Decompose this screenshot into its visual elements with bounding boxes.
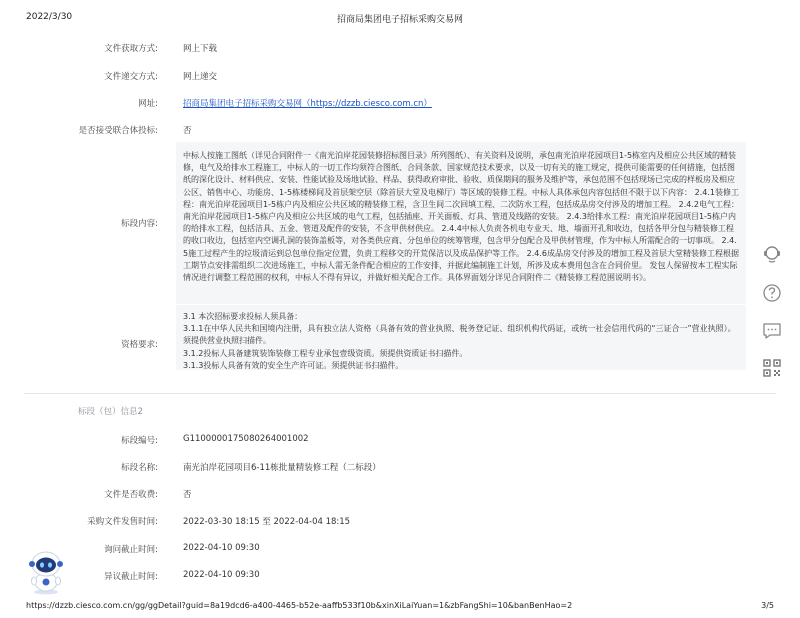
field-value: 2022-04-10 09:30: [183, 570, 260, 580]
field-label: 文件递交方式:: [104, 72, 158, 82]
field-value: 否: [183, 126, 192, 136]
field-value: 否: [183, 490, 192, 500]
field-label: 是否接受联合体投标:: [78, 126, 158, 136]
field-value: 网上递交: [183, 72, 218, 82]
field-label: 询问截止时间:: [104, 545, 158, 555]
customer-service-icon[interactable]: [760, 242, 784, 266]
field-label: 采购文件发售时间:: [87, 517, 158, 527]
print-page-title: 招商局集团电子招标采购交易网: [336, 15, 463, 25]
website-link[interactable]: 招商局集团电子招标采购交易网（https://dzzb.ciesco.com.cn）: [183, 99, 432, 109]
print-page-number: 3/5: [761, 601, 774, 610]
field-label: 文件是否收费:: [104, 490, 158, 500]
field-value: [183, 97, 743, 109]
field-label: 文件获取方式:: [104, 44, 158, 54]
section-divider: [24, 393, 776, 394]
message-icon[interactable]: [760, 319, 784, 343]
field-value: 2022-04-10 09:30: [183, 543, 260, 553]
field-value: G1100000175080264001002: [183, 434, 309, 444]
qualification-line: 3.1 本次招标要求投标人须具备：: [183, 312, 303, 321]
section-title: 标段（包）信息2: [78, 407, 143, 417]
field-value: 2022-03-30 18:15 至 2022-04-04 18:15: [183, 517, 351, 527]
qualification-line: 3.1.2投标人具备建筑装饰装修工程专业承包壹级资质。须提供资质证书扫描件。: [183, 348, 468, 358]
print-url: https://dzzb.ciesco.com.cn/gg/ggDetail?guid=8a19dcd6-a400-4465-b52e-aaffb533f10b&xinXiLaiYuan=1&zbFangShi=10&banBenHao=2: [26, 601, 573, 610]
field-label: 标段内容:: [121, 219, 158, 229]
field-value: 网上下载: [183, 44, 218, 54]
field-value: 南光泊岸花园项目6-11栋批量精装修工程（二标段）: [183, 463, 381, 473]
print-date: 2022/3/30: [26, 12, 73, 22]
qualification-line: 3.1.1在中华人民共和国境内注册，具有独立法人资格（具备有效的营业执照、税务登记证、组织机构代码证，或统一社会信用代码的“三证合一”营业执照）。须提供营业执照扫描件。: [183, 324, 736, 346]
help-icon[interactable]: [760, 281, 784, 305]
bid-content-text: 中标人按施工图纸（详见合同附件一《南光泊岸花园装修招标图目录》所列图纸）、有关资料及说明，承包南光泊岸花园项目1-5栋室内及相应公共区域的精装修，电气及给排水工程施工，中标人的一切工作均须符合图纸、合同条款、国家规范技术要求，以及一切有关的施工规定，提供可能需要的任何措施，包括图纸的深化设计、材料供应、安装、性能试验及场地试验、样品、获得政府审批、验收、质保期间的服务及维护等，承包范围不包括现场已完成的样板房及相应公区、销售中心、功能房、1-5栋楼梯间及首层架空层（除首层大堂及电梯厅）等区域的装修工程。中标人具体承包内容包括但不限于以下内容： 2.4.1装修工程：南光泊岸花园项目1-5栋户内及相应公共区域的精装修工程，含卫生间二次回填工程、二次防水工程，包括成品房交付涉及的增加工程。 2.4.2电气工程：南光泊岸花园项目1-5栋户内及相应公共区域的电气工程，包括插座、开关面板、灯具、管道及线路的安装。 2.4.3给排水工程：南光泊岸花园项目1-5栋户内的给排水工程，包括洁具、五金、管道及配件的安装，不含甲供材供应。 2.4.4中标人负责各机电专业天、地、墙面开孔和收边，包括各甲分包与精装修工程的收口收边，包括室内空调孔洞的装饰盖板等，对各类供应商、分包单位的统筹管理，包含甲分包配合及甲供材管理，作为中标人所需配合的一切事项。 2.4.5施工过程产生的垃圾清运到总包单位指定位置，负责工程移交的开荒保洁以及成品保护等工作。 2.4.6成品房交付涉及的增加工程及首层大堂精装修工程根据工期节点安排需组织二次进场施工，中标人需无条件配合相应的工作安排，并据此编制施工计划，所涉及成本费用包含在合同价里。 发包人保留按本工程实际情况进行调整工程范围的权利，中标人不得有异议，并做好相关配合工作。具体界面划分详见合同附件二《精装修工程范围说明书》。: [183, 151, 739, 283]
field-label: 网址:: [138, 99, 158, 109]
qualification-line: 3.1.3投标人具备有效的安全生产许可证。须提供证书扫描件。: [183, 360, 404, 369]
field-label: 资格要求:: [121, 340, 158, 350]
field-label: 标段名称:: [121, 463, 158, 473]
detail-content: [0, 32, 800, 587]
field-label: 标段编号:: [121, 436, 158, 446]
qualification-text: [183, 311, 739, 369]
field-label: 异议截止时间:: [104, 572, 158, 582]
qr-code-icon[interactable]: [760, 356, 784, 380]
robot-assistant-icon[interactable]: [26, 548, 66, 596]
